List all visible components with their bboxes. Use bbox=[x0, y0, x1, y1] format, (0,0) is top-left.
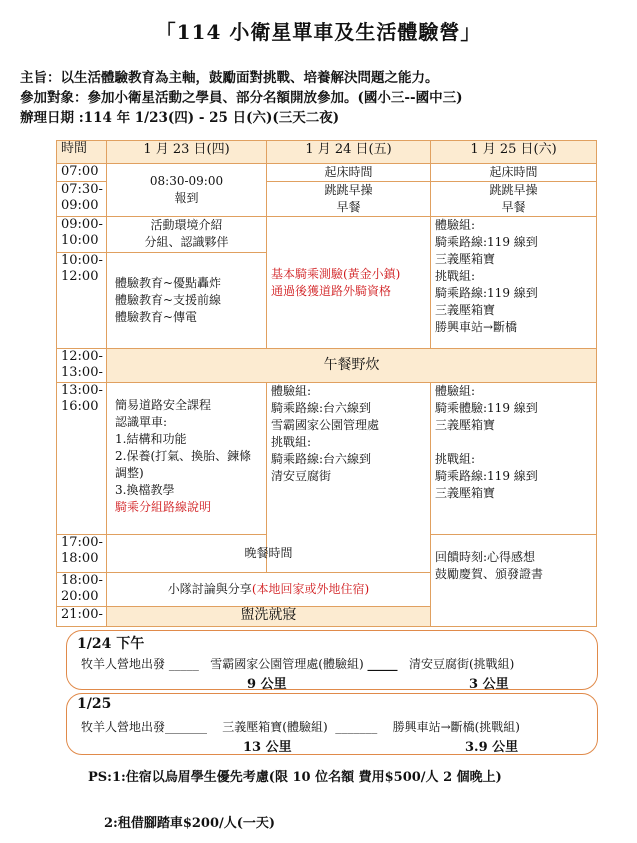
table-row bbox=[57, 349, 597, 383]
audience-line: 參加對象：參加小衛星活動之學員、部分名額開放參加。(國小三--國中三) bbox=[20, 90, 463, 106]
purpose-line: 主旨：以生活體驗教育為主軸，鼓勵面對挑戰、培養解決問題之能力。 bbox=[20, 70, 439, 86]
table-header-row bbox=[57, 141, 597, 164]
header-day1: 1 月 23 日(四) bbox=[107, 141, 267, 164]
route-0124-start: 牧羊人營地出發 _____ bbox=[81, 657, 199, 671]
table-row bbox=[57, 164, 597, 182]
time-1800: 18:00- 20:00 bbox=[57, 573, 107, 607]
discussion-note: (本地回家或外地住宿) bbox=[251, 582, 370, 596]
dates-line: 辦理日期 :114 年 1/23(四) - 25 日(六)(三天二夜) bbox=[20, 110, 340, 126]
page-title: 「114 小衛星單車及生活體驗營」 bbox=[155, 20, 482, 44]
route-0125-dest2: 勝興車站→斷橋(挑戰組) bbox=[392, 720, 520, 734]
route-0125-dest1: 三義壓箱寶(體驗組) bbox=[222, 720, 328, 734]
route-0125-line bbox=[81, 718, 520, 735]
day1-afternoon bbox=[107, 383, 267, 535]
route-0125-dist2: 3.9 公里 bbox=[465, 740, 519, 755]
time-1200: 12:00- 13:00- bbox=[57, 349, 107, 383]
header-day3: 1 月 25 日(六) bbox=[431, 141, 597, 164]
day1-safety-course: 簡易道路安全課程 認識單車: 1.結構和功能 2.保養(打氣、換胎、鍊條調整) 3.換檔教學 bbox=[115, 398, 252, 497]
schedule-table bbox=[56, 140, 597, 627]
route-0124-heading: 1/24 下午 bbox=[77, 636, 145, 652]
day1-checkin: 08:30-09:00 報到 bbox=[107, 164, 267, 217]
discussion-label: 小隊討論與分享 bbox=[167, 582, 252, 596]
route-0124-sep: _____ bbox=[367, 657, 398, 671]
day1-experience: 體驗教育~優點轟炸 體驗教育~支援前線 體驗教育~傳電 bbox=[107, 253, 267, 349]
header-day2: 1 月 24 日(五) bbox=[267, 141, 431, 164]
day3-feedback: 回饋時刻:心得感想 鼓勵慶賀、頒發證書 bbox=[431, 535, 597, 627]
route-0124-dist1: 9 公里 bbox=[247, 677, 287, 692]
route-0125-start: 牧羊人營地出發_______ bbox=[81, 720, 208, 734]
day2-morning: 跳跳早操 早餐 bbox=[267, 182, 431, 217]
note-lodging: PS:1:住宿以烏眉學生優先考慮(限 10 位名額 費用$500/人 2 個晚上) bbox=[88, 770, 502, 785]
time-0730: 07:30- 09:00 bbox=[57, 182, 107, 217]
lunch-cell: 午餐野炊 bbox=[107, 349, 597, 383]
route-0125-dist1: 13 公里 bbox=[243, 740, 292, 755]
route-0124-line bbox=[81, 655, 514, 672]
day1-route-briefing: 騎乘分組路線說明 bbox=[115, 500, 212, 514]
day1-orientation: 活動環境介紹 分組、認識夥伴 bbox=[107, 217, 267, 253]
table-row bbox=[57, 217, 597, 253]
discussion-cell bbox=[107, 573, 431, 607]
day3-morning: 跳跳早操 早餐 bbox=[431, 182, 597, 217]
route-0125-sep: _______ bbox=[335, 720, 378, 734]
dinner-cell: 晚餐時間 bbox=[107, 535, 431, 573]
table-row bbox=[57, 383, 597, 535]
time-1000: 10:00- 12:00 bbox=[57, 253, 107, 349]
note-bike-rental: 2:租借腳踏車$200/人(一天) bbox=[104, 816, 276, 831]
time-2100: 21:00- bbox=[57, 607, 107, 627]
day3-morning-routes: 體驗組: 騎乘路線:119 線到 三義壓箱寶 挑戰組: 騎乘路線:119 線到 三義壓箱寶 勝興車站→斷橋 bbox=[431, 217, 597, 349]
time-1700: 17:00- 18:00 bbox=[57, 535, 107, 573]
day2-afternoon-routes: 體驗組: 騎乘路線:台六線到 雪霸國家公園管理處 挑戰組: 騎乘路線:台六線到 清安豆腐街 bbox=[267, 383, 431, 573]
time-1300: 13:00- 16:00 bbox=[57, 383, 107, 535]
table-row bbox=[57, 535, 597, 573]
route-box-0124 bbox=[66, 630, 598, 690]
route-box-0125 bbox=[66, 693, 598, 755]
day3-afternoon-routes: 體驗組: 騎乘體驗:119 線到 三義壓箱寶 挑戰組: 騎乘路線:119 線到 三義壓箱寶 bbox=[431, 383, 597, 535]
day2-riding-test: 基本騎乘測驗(黃金小鎮) 通過後獲道路外騎資格 bbox=[267, 217, 431, 349]
time-0700: 07:00 bbox=[57, 164, 107, 182]
wash-cell: 盥洗就寢 bbox=[107, 607, 431, 627]
route-0124-dest2: 清安豆腐街(挑戰組) bbox=[408, 657, 515, 671]
route-0124-dest1: 雪霸國家公園管理處(體驗組) bbox=[210, 657, 364, 671]
route-0124-dist2: 3 公里 bbox=[469, 677, 509, 692]
day2-wakeup: 起床時間 bbox=[267, 164, 431, 182]
time-0900: 09:00- 10:00 bbox=[57, 217, 107, 253]
day3-wakeup: 起床時間 bbox=[431, 164, 597, 182]
route-0125-heading: 1/25 bbox=[77, 696, 112, 712]
header-time: 時間 bbox=[57, 141, 107, 164]
